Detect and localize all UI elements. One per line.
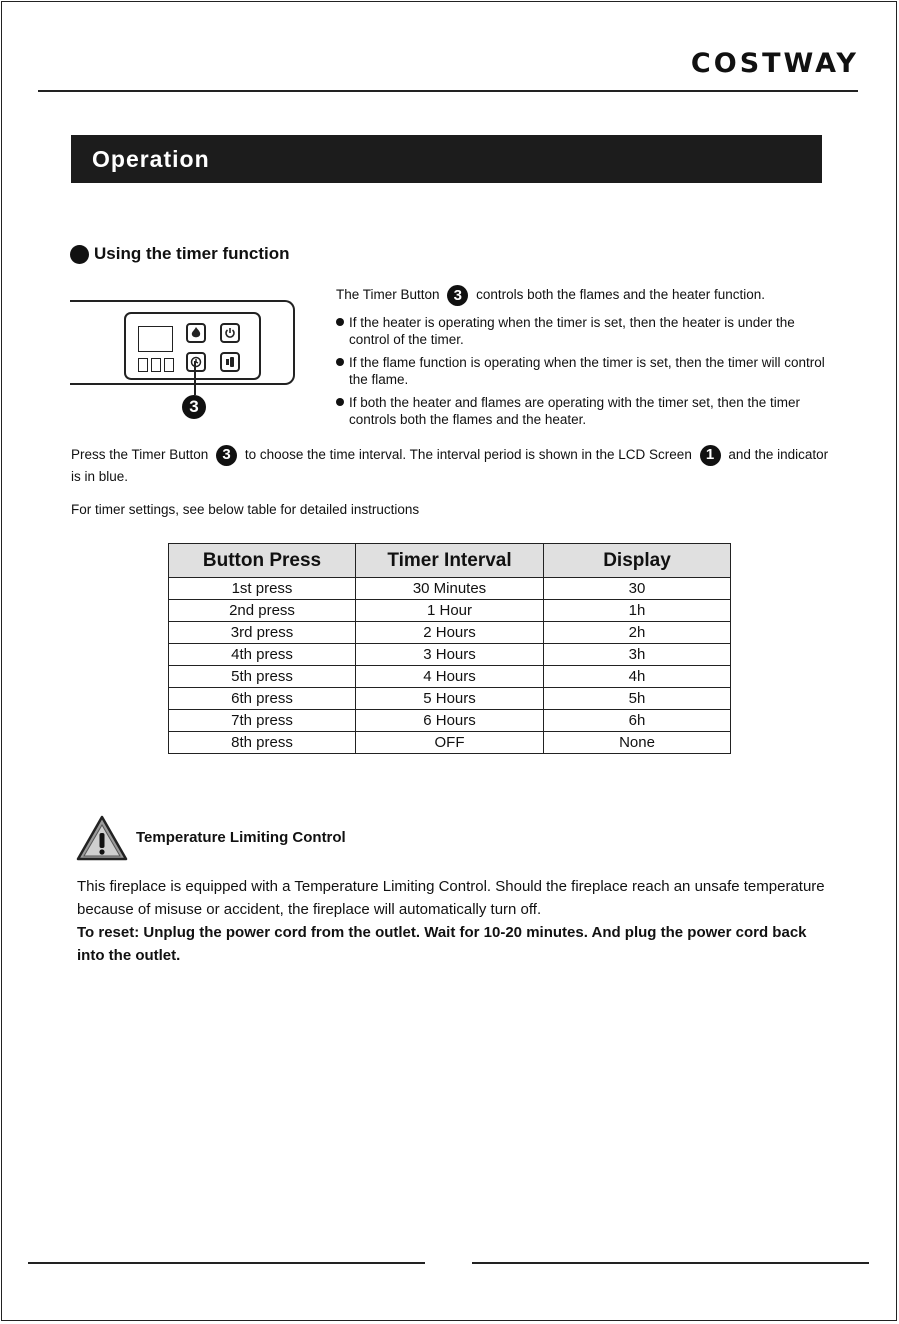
control-panel-illustration	[70, 300, 295, 385]
heater-button-icon	[220, 352, 240, 372]
power-button-icon	[220, 323, 240, 343]
list-item: If both the heater and flames are operating with the timer set, then the timer controls both the flames and the heater.	[336, 394, 836, 428]
press-instruction: Press the Timer Button 3 to choose the time interval. The interval period is shown in the LCD Screen 1 and the indicator is in blue.	[71, 446, 829, 484]
flame-button-icon	[186, 323, 206, 343]
callout-line	[194, 361, 196, 395]
bullet-icon	[336, 398, 344, 406]
timer-button-icon	[186, 352, 206, 372]
brand-logo: COSTWAY	[690, 48, 859, 79]
inline-badge-1: 1	[700, 445, 721, 466]
timer-description	[336, 285, 836, 434]
table-row: 8th press OFF None	[169, 732, 731, 754]
control-panel-face	[124, 312, 261, 380]
table-row: 6th press 5 Hours 5h	[169, 688, 731, 710]
reset-instruction: To reset: Unplug the power cord from the outlet. Wait for 10-20 minutes. And plug the power cord back into the outlet.	[77, 924, 807, 964]
timer-heading-text: Using the timer function	[94, 244, 290, 263]
table-row: 2nd press 1 Hour 1h	[169, 600, 731, 622]
footer-rule-right	[472, 1262, 869, 1264]
table-row: 3rd press 2 Hours 2h	[169, 622, 731, 644]
warning-description: This fireplace is equipped with a Temperature Limiting Control. Should the fireplace reach an unsafe temperature because of misuse or accident, the fireplace will automatically turn off.	[77, 878, 825, 918]
inline-badge-3: 3	[447, 285, 468, 306]
warning-title: Temperature Limiting Control	[136, 829, 346, 846]
inline-badge-3: 3	[216, 445, 237, 466]
bullet-icon	[336, 358, 344, 366]
header-timer-interval: Timer Interval	[356, 544, 544, 578]
settings-note: For timer settings, see below table for detailed instructions	[71, 502, 420, 517]
table-row: 1st press 30 Minutes 30	[169, 578, 731, 600]
table-row: 7th press 6 Hours 6h	[169, 710, 731, 732]
section-banner: Operation	[71, 135, 822, 183]
warning-triangle-icon	[76, 815, 128, 861]
footer-rule-left	[28, 1262, 425, 1264]
bullet-icon	[336, 318, 344, 326]
header-display: Display	[544, 544, 731, 578]
header-rule	[38, 90, 858, 92]
table-header-row	[169, 544, 731, 578]
header-button-press: Button Press	[169, 544, 356, 578]
lcd-screen-icon	[138, 326, 173, 352]
table-row: 4th press 3 Hours 3h	[169, 644, 731, 666]
lcd-segments-icon	[138, 358, 174, 372]
callout-badge-3: 3	[182, 395, 206, 419]
bullet-dot-icon	[70, 245, 89, 264]
warning-text	[77, 875, 837, 967]
table-row: 5th press 4 Hours 4h	[169, 666, 731, 688]
timer-table	[168, 543, 731, 754]
timer-intro: The Timer Button 3 controls both the flames and the heater function.	[336, 287, 766, 304]
list-item: If the flame function is operating when the timer is set, then the timer will control the flame.	[336, 354, 836, 388]
list-item: If the heater is operating when the timer is set, then the heater is under the control of the timer.	[336, 314, 836, 348]
timer-heading	[70, 244, 290, 264]
